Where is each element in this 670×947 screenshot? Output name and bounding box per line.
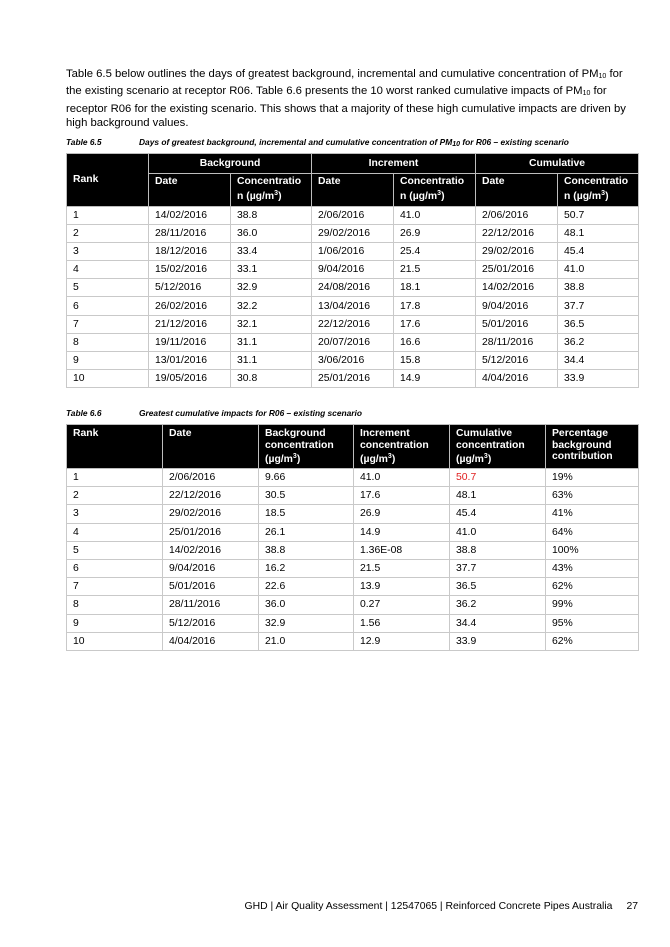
increment-concentration-cell: 16.6 bbox=[394, 333, 476, 351]
table-row bbox=[67, 632, 639, 650]
rank-cell: 6 bbox=[67, 297, 149, 315]
table-6-5-title: Days of greatest background, incremental and cumulative concentration of $PM_{10}$ for R06 – existing scenario bbox=[139, 137, 569, 148]
increment-concentration-cell: 17.6 bbox=[394, 315, 476, 333]
cumulative-date-cell: 28/11/2016 bbox=[476, 333, 558, 351]
rank-cell: 8 bbox=[67, 333, 149, 351]
background-date-cell: 15/02/2016 bbox=[149, 261, 231, 279]
increment-concentration-cell: 12.9 bbox=[354, 632, 450, 650]
background-concentration-header: Background concentration $(\mu g/m^3)$ bbox=[259, 425, 354, 469]
cumulative-concentration-cell: 50.7 bbox=[450, 469, 546, 487]
table-row bbox=[67, 261, 639, 279]
rank-cell: 8 bbox=[67, 596, 163, 614]
cumulative-concentration-cell: 45.4 bbox=[450, 505, 546, 523]
background-group-header: Background bbox=[149, 154, 312, 174]
rank-cell: 9 bbox=[67, 614, 163, 632]
percentage-background-cell: 100% bbox=[546, 541, 639, 559]
background-date-cell: 26/02/2016 bbox=[149, 297, 231, 315]
date-cell: 29/02/2016 bbox=[163, 505, 259, 523]
rank-cell: 5 bbox=[67, 541, 163, 559]
cumulative-date-cell: 5/01/2016 bbox=[476, 315, 558, 333]
table-row bbox=[67, 315, 639, 333]
table-row bbox=[67, 369, 639, 387]
rank-cell: 10 bbox=[67, 632, 163, 650]
increment-concentration-cell: 1.36E-08 bbox=[354, 541, 450, 559]
cumulative-concentration-cell: 41.0 bbox=[450, 523, 546, 541]
percentage-background-cell: 62% bbox=[546, 578, 639, 596]
table-6-6 bbox=[66, 424, 639, 651]
date-cell: 4/04/2016 bbox=[163, 632, 259, 650]
cumulative-date-cell: 4/04/2016 bbox=[476, 369, 558, 387]
percentage-background-cell: 63% bbox=[546, 487, 639, 505]
percentage-background-cell: 62% bbox=[546, 632, 639, 650]
background-concentration-cell: 16.2 bbox=[259, 559, 354, 577]
cumulative-concentration-cell: 38.8 bbox=[450, 541, 546, 559]
background-concentration-cell: 36.0 bbox=[231, 225, 312, 243]
background-date-cell: 13/01/2016 bbox=[149, 351, 231, 369]
cumulative-date-cell: 9/04/2016 bbox=[476, 297, 558, 315]
increment-concentration-header: Increment concentration $(\mu g/m^3)$ bbox=[354, 425, 450, 469]
table-6-5-number: Table 6.5 bbox=[66, 137, 102, 147]
table-row bbox=[67, 505, 639, 523]
percentage-background-cell: 95% bbox=[546, 614, 639, 632]
date-cell: 5/01/2016 bbox=[163, 578, 259, 596]
increment-concentration-cell: 17.6 bbox=[354, 487, 450, 505]
date-header: Date bbox=[163, 425, 259, 469]
date-cell: 14/02/2016 bbox=[163, 541, 259, 559]
increment-date-cell: 1/06/2016 bbox=[312, 243, 394, 261]
cumulative-concentration-cell: 36.2 bbox=[558, 333, 639, 351]
cumulative-concentration-cell: 50.7 bbox=[558, 207, 639, 225]
rank-cell: 4 bbox=[67, 523, 163, 541]
cumulative-date-header: Date bbox=[476, 174, 558, 207]
increment-concentration-cell: 14.9 bbox=[354, 523, 450, 541]
intro-paragraph: Table 6.5 below outlines the days of greatest background, incremental and cumulative concentration of $PM_{10}$ for the existing scenario at receptor R06. Table 6.6 presents the 10 worst ranked cumulative impacts of $PM_{10}$ for receptor R06 for the existing scenario. This shows that a majority of these high cumulative impacts are driven by high background values. bbox=[66, 68, 626, 129]
cumulative-concentration-cell: 34.4 bbox=[450, 614, 546, 632]
background-date-cell: 28/11/2016 bbox=[149, 225, 231, 243]
table-6-6-title: Greatest cumulative impacts for R06 – existing scenario bbox=[139, 408, 362, 418]
background-concentration-cell: 30.5 bbox=[259, 487, 354, 505]
rank-cell: 7 bbox=[67, 315, 149, 333]
increment-date-cell: 24/08/2016 bbox=[312, 279, 394, 297]
cumulative-concentration-cell: 36.2 bbox=[450, 596, 546, 614]
cumulative-concentration-cell: 41.0 bbox=[558, 261, 639, 279]
table-row bbox=[67, 351, 639, 369]
percentage-background-cell: 41% bbox=[546, 505, 639, 523]
background-concentration-cell: 9.66 bbox=[259, 469, 354, 487]
background-concentration-cell: 32.9 bbox=[231, 279, 312, 297]
date-cell: 28/11/2016 bbox=[163, 596, 259, 614]
rank-cell: 3 bbox=[67, 505, 163, 523]
table-row bbox=[67, 469, 639, 487]
rank-cell: 5 bbox=[67, 279, 149, 297]
background-concentration-header: Concentratio n $(\mu g/m^3)$ bbox=[231, 174, 312, 207]
increment-concentration-header: Concentratio n $(\mu g/m^3)$ bbox=[394, 174, 476, 207]
rank-cell: 2 bbox=[67, 225, 149, 243]
table-row bbox=[67, 279, 639, 297]
percentage-background-header: Percentage background contribution bbox=[546, 425, 639, 469]
cumulative-concentration-cell: 37.7 bbox=[558, 297, 639, 315]
increment-group-header: Increment bbox=[312, 154, 476, 174]
cumulative-concentration-cell: 37.7 bbox=[450, 559, 546, 577]
increment-concentration-cell: 0.27 bbox=[354, 596, 450, 614]
cumulative-concentration-cell: 34.4 bbox=[558, 351, 639, 369]
table-row bbox=[67, 614, 639, 632]
background-date-cell: 14/02/2016 bbox=[149, 207, 231, 225]
increment-concentration-cell: 14.9 bbox=[394, 369, 476, 387]
cumulative-concentration-cell: 38.8 bbox=[558, 279, 639, 297]
table-6-5-caption bbox=[66, 137, 569, 148]
background-date-cell: 18/12/2016 bbox=[149, 243, 231, 261]
increment-concentration-cell: 1.56 bbox=[354, 614, 450, 632]
cumulative-date-cell: 2/06/2016 bbox=[476, 207, 558, 225]
page-number: 27 bbox=[626, 901, 638, 912]
rank-cell: 10 bbox=[67, 369, 149, 387]
increment-date-cell: 29/02/2016 bbox=[312, 225, 394, 243]
increment-concentration-cell: 41.0 bbox=[354, 469, 450, 487]
rank-cell: 9 bbox=[67, 351, 149, 369]
cumulative-date-cell: 29/02/2016 bbox=[476, 243, 558, 261]
increment-date-header: Date bbox=[312, 174, 394, 207]
table-6-6-caption bbox=[66, 408, 362, 418]
table-row bbox=[67, 559, 639, 577]
background-concentration-cell: 30.8 bbox=[231, 369, 312, 387]
rank-cell: 7 bbox=[67, 578, 163, 596]
cumulative-concentration-cell: 36.5 bbox=[450, 578, 546, 596]
rank-cell: 3 bbox=[67, 243, 149, 261]
table-row bbox=[67, 333, 639, 351]
background-concentration-cell: 36.0 bbox=[259, 596, 354, 614]
background-concentration-cell: 26.1 bbox=[259, 523, 354, 541]
rank-cell: 4 bbox=[67, 261, 149, 279]
percentage-background-cell: 43% bbox=[546, 559, 639, 577]
increment-date-cell: 22/12/2016 bbox=[312, 315, 394, 333]
table-6-6-number: Table 6.6 bbox=[66, 408, 102, 418]
cumulative-concentration-cell: 45.4 bbox=[558, 243, 639, 261]
cumulative-group-header: Cumulative bbox=[476, 154, 639, 174]
cumulative-concentration-cell: 33.9 bbox=[450, 632, 546, 650]
background-date-cell: 5/12/2016 bbox=[149, 279, 231, 297]
table-row bbox=[67, 225, 639, 243]
background-date-cell: 19/05/2016 bbox=[149, 369, 231, 387]
background-concentration-cell: 32.1 bbox=[231, 315, 312, 333]
increment-date-cell: 9/04/2016 bbox=[312, 261, 394, 279]
increment-concentration-cell: 41.0 bbox=[394, 207, 476, 225]
cumulative-concentration-header: Concentratio n $(\mu g/m^3)$ bbox=[558, 174, 639, 207]
footer-text: GHD | Air Quality Assessment | 12547065 | Reinforced Concrete Pipes Australia bbox=[244, 901, 613, 912]
increment-concentration-cell: 17.8 bbox=[394, 297, 476, 315]
background-concentration-cell: 32.9 bbox=[259, 614, 354, 632]
cumulative-concentration-cell: 48.1 bbox=[450, 487, 546, 505]
cumulative-date-cell: 14/02/2016 bbox=[476, 279, 558, 297]
date-cell: 25/01/2016 bbox=[163, 523, 259, 541]
increment-concentration-cell: 21.5 bbox=[394, 261, 476, 279]
cumulative-date-cell: 5/12/2016 bbox=[476, 351, 558, 369]
table-row bbox=[67, 243, 639, 261]
background-concentration-cell: 31.1 bbox=[231, 333, 312, 351]
table-row bbox=[67, 541, 639, 559]
table-6-5 bbox=[66, 153, 639, 388]
date-cell: 5/12/2016 bbox=[163, 614, 259, 632]
increment-concentration-cell: 18.1 bbox=[394, 279, 476, 297]
rank-header: Rank bbox=[67, 154, 149, 207]
rank-cell: 1 bbox=[67, 207, 149, 225]
background-concentration-cell: 32.2 bbox=[231, 297, 312, 315]
rank-cell: 1 bbox=[67, 469, 163, 487]
increment-date-cell: 13/04/2016 bbox=[312, 297, 394, 315]
page-footer bbox=[245, 901, 638, 912]
increment-concentration-cell: 26.9 bbox=[354, 505, 450, 523]
increment-date-cell: 20/07/2016 bbox=[312, 333, 394, 351]
date-cell: 22/12/2016 bbox=[163, 487, 259, 505]
table-row bbox=[67, 207, 639, 225]
increment-concentration-cell: 25.4 bbox=[394, 243, 476, 261]
background-concentration-cell: 21.0 bbox=[259, 632, 354, 650]
background-concentration-cell: 38.8 bbox=[231, 207, 312, 225]
date-cell: 9/04/2016 bbox=[163, 559, 259, 577]
cumulative-date-cell: 22/12/2016 bbox=[476, 225, 558, 243]
table-row bbox=[67, 523, 639, 541]
cumulative-concentration-cell: 36.5 bbox=[558, 315, 639, 333]
increment-concentration-cell: 13.9 bbox=[354, 578, 450, 596]
cumulative-concentration-cell: 33.9 bbox=[558, 369, 639, 387]
table-row bbox=[67, 596, 639, 614]
table-row bbox=[67, 297, 639, 315]
background-concentration-cell: 22.6 bbox=[259, 578, 354, 596]
increment-concentration-cell: 26.9 bbox=[394, 225, 476, 243]
increment-date-cell: 25/01/2016 bbox=[312, 369, 394, 387]
increment-concentration-cell: 21.5 bbox=[354, 559, 450, 577]
percentage-background-cell: 64% bbox=[546, 523, 639, 541]
background-concentration-cell: 18.5 bbox=[259, 505, 354, 523]
table-row bbox=[67, 487, 639, 505]
increment-concentration-cell: 15.8 bbox=[394, 351, 476, 369]
percentage-background-cell: 19% bbox=[546, 469, 639, 487]
rank-cell: 6 bbox=[67, 559, 163, 577]
table-row bbox=[67, 578, 639, 596]
increment-date-cell: 2/06/2016 bbox=[312, 207, 394, 225]
increment-date-cell: 3/06/2016 bbox=[312, 351, 394, 369]
date-cell: 2/06/2016 bbox=[163, 469, 259, 487]
cumulative-date-cell: 25/01/2016 bbox=[476, 261, 558, 279]
rank-header: Rank bbox=[67, 425, 163, 469]
cumulative-concentration-cell: 48.1 bbox=[558, 225, 639, 243]
background-date-cell: 19/11/2016 bbox=[149, 333, 231, 351]
percentage-background-cell: 99% bbox=[546, 596, 639, 614]
background-date-header: Date bbox=[149, 174, 231, 207]
background-concentration-cell: 31.1 bbox=[231, 351, 312, 369]
rank-cell: 2 bbox=[67, 487, 163, 505]
cumulative-concentration-header: Cumulative concentration $(\mu g/m^3)$ bbox=[450, 425, 546, 469]
background-date-cell: 21/12/2016 bbox=[149, 315, 231, 333]
background-concentration-cell: 38.8 bbox=[259, 541, 354, 559]
background-concentration-cell: 33.1 bbox=[231, 261, 312, 279]
background-concentration-cell: 33.4 bbox=[231, 243, 312, 261]
